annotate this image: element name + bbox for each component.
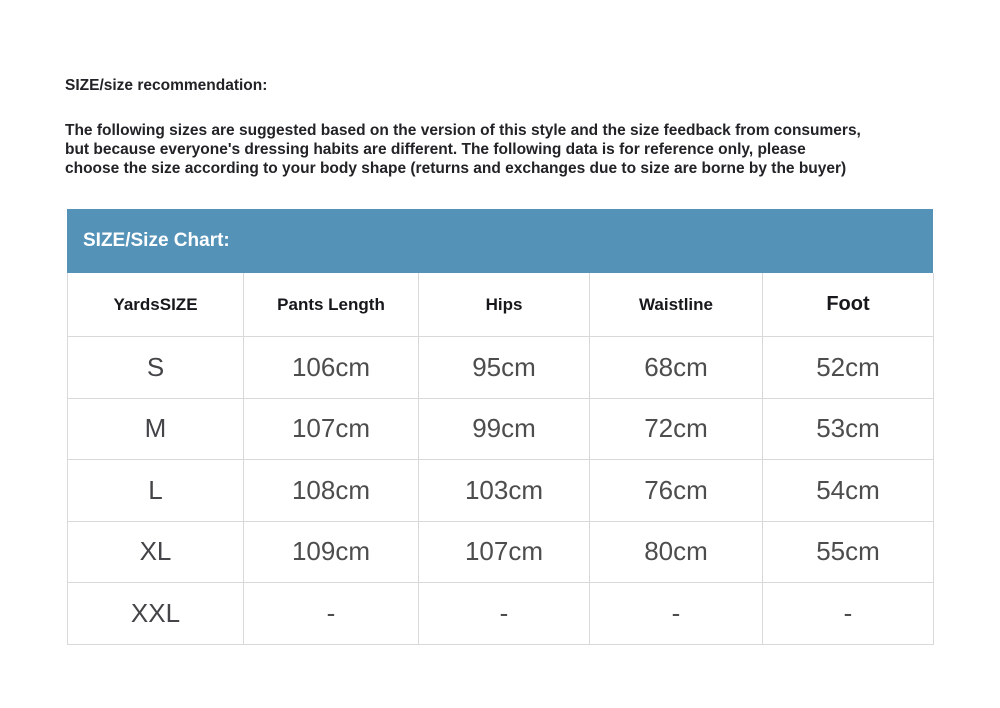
cell-size: XXL xyxy=(68,583,244,645)
cell-hips: 95cm xyxy=(419,337,590,399)
cell-foot: 52cm xyxy=(763,337,934,399)
size-chart-section xyxy=(67,209,933,645)
cell-size: XL xyxy=(68,521,244,583)
cell-hips: - xyxy=(419,583,590,645)
cell-foot: 54cm xyxy=(763,460,934,522)
column-header-waistline: Waistline xyxy=(590,273,763,337)
cell-foot: 53cm xyxy=(763,398,934,460)
cell-waistline: 68cm xyxy=(590,337,763,399)
cell-pants-length: 107cm xyxy=(244,398,419,460)
cell-foot: - xyxy=(763,583,934,645)
size-chart-title: SIZE/Size Chart: xyxy=(83,230,230,251)
table-row xyxy=(68,337,934,399)
table-row xyxy=(68,583,934,645)
cell-size: M xyxy=(68,398,244,460)
cell-hips: 107cm xyxy=(419,521,590,583)
cell-waistline: 76cm xyxy=(590,460,763,522)
size-chart-titlebar xyxy=(67,209,933,273)
size-table xyxy=(67,273,934,645)
cell-waistline: 72cm xyxy=(590,398,763,460)
cell-pants-length: - xyxy=(244,583,419,645)
disclaimer-line: but because everyone's dressing habits are different. The following data is for reference only, please xyxy=(65,141,806,159)
cell-pants-length: 109cm xyxy=(244,521,419,583)
column-header-hips: Hips xyxy=(419,273,590,337)
cell-size: S xyxy=(68,337,244,399)
cell-pants-length: 106cm xyxy=(244,337,419,399)
cell-waistline: 80cm xyxy=(590,521,763,583)
column-header-size: YardsSIZE xyxy=(68,273,244,337)
cell-foot: 55cm xyxy=(763,521,934,583)
disclaimer-line: The following sizes are suggested based on the version of this style and the size feedback from consumers, xyxy=(65,122,861,139)
cell-hips: 99cm xyxy=(419,398,590,460)
cell-pants-length: 108cm xyxy=(244,460,419,522)
table-row xyxy=(68,460,934,522)
table-row xyxy=(68,521,934,583)
table-header-row xyxy=(68,273,934,337)
column-header-foot: Foot xyxy=(763,273,934,337)
disclaimer-line: choose the size according to your body shape (returns and exchanges due to size are borne by the buyer) xyxy=(65,160,847,178)
table-row xyxy=(68,398,934,460)
size-disclaimer-paragraph xyxy=(65,121,945,179)
size-recommendation-heading: SIZE/size recommendation: xyxy=(65,77,268,94)
cell-waistline: - xyxy=(590,583,763,645)
cell-size: L xyxy=(68,460,244,522)
column-header-pants-length: Pants Length xyxy=(244,273,419,337)
cell-hips: 103cm xyxy=(419,460,590,522)
